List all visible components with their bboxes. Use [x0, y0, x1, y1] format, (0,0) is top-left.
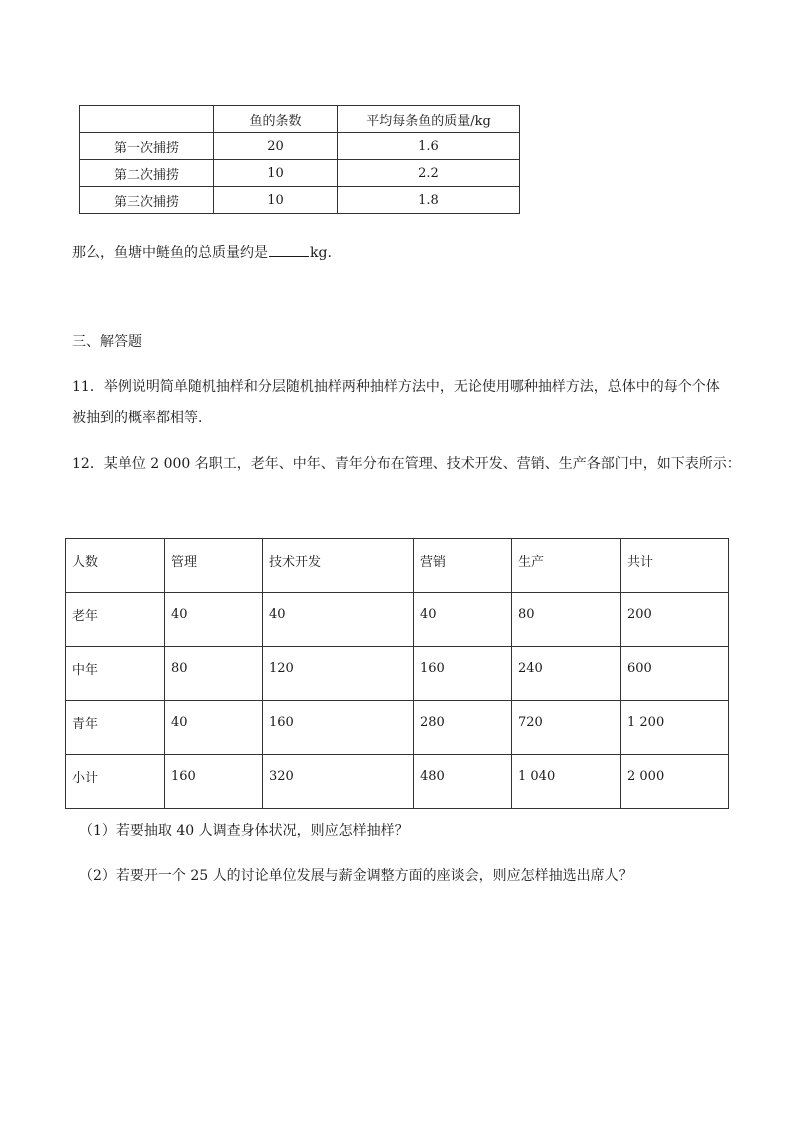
- sub-question-1: （1）若要抽取 40 人调查身体状况，则应怎样抽样？: [79, 823, 409, 839]
- question-12-text: 12．某单位 2 000 名职工，老年、中年、青年分布在管理、技术开发、营销、生产各部门中，如下表所示：: [72, 456, 741, 472]
- table-cell: 1 200: [621, 701, 729, 755]
- table-header-cell: 技术开发: [263, 539, 414, 593]
- table-header-cell: 共计: [621, 539, 729, 593]
- table-cell: 40: [414, 593, 512, 647]
- table-row: [66, 701, 729, 755]
- table-cell: 20: [214, 133, 338, 160]
- table-row: [80, 187, 520, 214]
- table-row: [66, 593, 729, 647]
- table-header-cell: 管理: [165, 539, 263, 593]
- table-cell: 320: [263, 755, 414, 809]
- question-text: 那么，鱼塘中鲢鱼的总质量约是: [72, 245, 268, 261]
- table-cell: 1 040: [512, 755, 621, 809]
- table-cell: 2 000: [621, 755, 729, 809]
- table-cell: 40: [165, 701, 263, 755]
- table-cell: 120: [263, 647, 414, 701]
- table-cell: 第二次捕捞: [80, 160, 214, 187]
- table-cell: 280: [414, 701, 512, 755]
- table-cell: 第一次捕捞: [80, 133, 214, 160]
- table-header-cell: 平均每条鱼的质量/kg: [338, 106, 520, 133]
- fish-catch-table: [79, 105, 520, 214]
- table-cell: 40: [263, 593, 414, 647]
- table-header-cell: 生产: [512, 539, 621, 593]
- table-cell: 480: [414, 755, 512, 809]
- table-cell: 200: [621, 593, 729, 647]
- table-cell: 160: [263, 701, 414, 755]
- question-11-line-1: 11．举例说明简单随机抽样和分层随机抽样两种抽样方法中，无论使用哪种抽样方法，总体中的每个个体: [72, 379, 720, 395]
- table-cell: 1.8: [338, 187, 520, 214]
- table-cell: 160: [165, 755, 263, 809]
- section-title: 三、解答题: [72, 334, 142, 350]
- table-header-cell: 鱼的条数: [214, 106, 338, 133]
- table-header-row: [80, 106, 520, 133]
- table-cell: 青年: [66, 701, 165, 755]
- unit-text: kg.: [310, 245, 332, 261]
- table-cell: 老年: [66, 593, 165, 647]
- table-row: [66, 647, 729, 701]
- table-cell: 80: [165, 647, 263, 701]
- table-header-cell: 人数: [66, 539, 165, 593]
- table-header-cell: [80, 106, 214, 133]
- table-cell: 中年: [66, 647, 165, 701]
- table-cell: 240: [512, 647, 621, 701]
- fill-in-question: [72, 242, 332, 263]
- table-cell: 1.6: [338, 133, 520, 160]
- answer-blank: [269, 242, 309, 257]
- table-cell: 720: [512, 701, 621, 755]
- table-cell: 2.2: [338, 160, 520, 187]
- table-row: [80, 133, 520, 160]
- table-header-row: [66, 539, 729, 593]
- table-cell: 10: [214, 187, 338, 214]
- staff-distribution-table: [65, 538, 729, 809]
- table-cell: 10: [214, 160, 338, 187]
- table-cell: 第三次捕捞: [80, 187, 214, 214]
- table-row: [80, 160, 520, 187]
- question-11-line-2: 被抽到的概率都相等.: [72, 410, 203, 426]
- table-cell: 40: [165, 593, 263, 647]
- table-cell: 80: [512, 593, 621, 647]
- table-cell: 600: [621, 647, 729, 701]
- sub-question-2: （2）若要开一个 25 人的讨论单位发展与薪金调整方面的座谈会，则应怎样抽选出席人？: [79, 868, 633, 884]
- table-cell: 小计: [66, 755, 165, 809]
- table-cell: 160: [414, 647, 512, 701]
- table-row: [66, 755, 729, 809]
- table-header-cell: 营销: [414, 539, 512, 593]
